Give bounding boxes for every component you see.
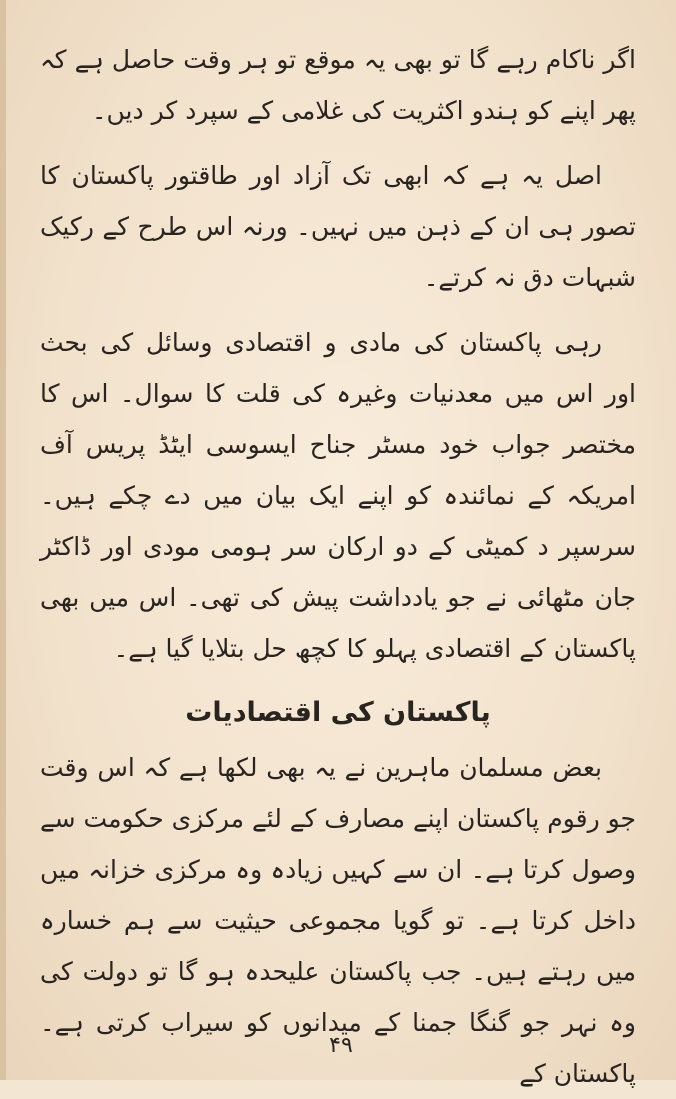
paragraph-3: رہی پاکستان کی مادی و اقتصادی وسائل کی بحث اور اس میں معدنیات وغیرہ کی قلت کا سوال۔ اس کا مختصر جواب خود مسٹر جناح ایسوسی ایٹڈ پریس آف امریکہ کے نمائندہ کو اپنے ایک بیان میں دے چکے ہیں۔ سرسپر د کمیٹی کے دو ارکان سر ہومی مودی اور ڈاکٹر جان مٹھائی نے جو یادداشت پیش کی تھی۔ اس میں بھی پاکستان کے اقتصادی پہلو کا کچھ حل بتلایا گیا ہے۔ xyxy=(40,328,636,663)
section-heading: پاکستان کی اقتصادیات xyxy=(185,697,491,728)
paragraph-1: اگر ناکام رہے گا تو بھی یہ موقع تو ہر وقت حاصل ہے کہ پھر اپنے کو ہندو اکثریت کی غلامی کے سپرد کر دیں۔ xyxy=(40,45,636,125)
paragraph-2: اصل یہ ہے کہ ابھی تک آزاد اور طاقتور پاکستان کا تصور ہی ان کے ذہن میں نہیں۔ ورنہ اس طرح کے رکیک شبہات دق نہ کرتے۔ xyxy=(40,161,636,292)
page-number: ۴۹ xyxy=(329,1033,353,1058)
section-paragraph: بعض مسلمان ماہرین نے یہ بھی لکھا ہے کہ اس وقت جو رقوم پاکستان اپنے مصارف کے لئے مرکزی حکومت سے وصول کرتا ہے۔ ان سے کہیں زیادہ وہ مرکزی خزانہ میں داخل کرتا ہے۔ تو گویا مجموعی حیثیت سے ہم خسارہ میں رہتے ہیں۔ جب پاکستان علیحدہ ہو گا تو دولت کی وہ نہر جو گنگا جمنا کے میدانوں کو سیراب کرتی ہے۔ پاکستان کے xyxy=(40,753,636,1088)
